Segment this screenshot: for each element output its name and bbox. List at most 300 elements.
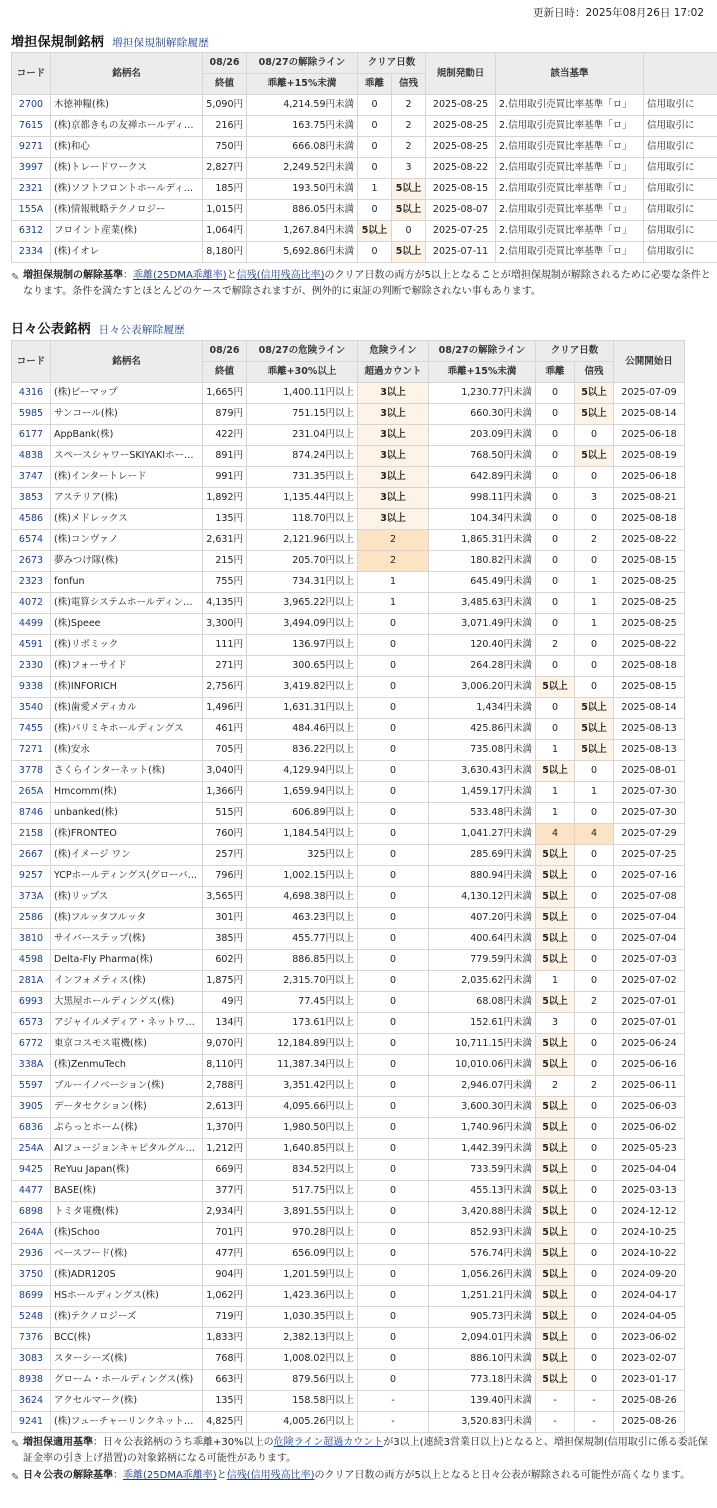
over-count: 0: [358, 929, 429, 950]
stock-code-link[interactable]: 2321: [18, 183, 44, 194]
over-count: 1: [358, 593, 429, 614]
margin-days: 0: [575, 845, 614, 866]
deviation-days: 2: [536, 635, 575, 656]
stock-code-cell: [12, 929, 51, 950]
margin-days: 0: [575, 887, 614, 908]
stock-name: さくらインターネット(株): [51, 761, 203, 782]
stock-code-link[interactable]: 5597: [18, 1080, 44, 1091]
stock-code-link[interactable]: 2700: [18, 99, 44, 110]
close-price: 422円: [203, 425, 247, 446]
close-price: 9,070円: [203, 1034, 247, 1055]
close-price: 257円: [203, 845, 247, 866]
margin-days: 0: [575, 635, 614, 656]
release-line: 660.30円未満: [429, 404, 536, 425]
col-release-sub: 乖離+15%未満: [429, 362, 536, 383]
release-line: 120.40円未満: [429, 635, 536, 656]
stock-code-link[interactable]: 3540: [18, 702, 44, 713]
deviation-days: 5以上: [536, 1181, 575, 1202]
table-row: [12, 1223, 685, 1244]
start-date: 2025-05-23: [614, 1139, 685, 1160]
release-line: 193.50円未満: [247, 179, 358, 200]
close-price: 3,040円: [203, 761, 247, 782]
stock-name: YCPホールディングス(グローバ…: [51, 866, 203, 887]
section2-history-link[interactable]: 日々公表解除履歴: [98, 324, 186, 336]
deviation-days: 3: [536, 1013, 575, 1034]
col-deviation: 乖離: [536, 362, 575, 383]
release-line: 10,010.06円未満: [429, 1055, 536, 1076]
danger-line: 1,640.85円以上: [247, 1139, 358, 1160]
margin-days: 0: [575, 1307, 614, 1328]
stock-code-link[interactable]: 7455: [18, 723, 44, 734]
close-price: 111円: [203, 635, 247, 656]
release-line: 425.86円未満: [429, 719, 536, 740]
stock-code-cell: [12, 572, 51, 593]
close-price: 768円: [203, 1349, 247, 1370]
table-row: [12, 719, 685, 740]
close-price: 1,015円: [203, 200, 247, 221]
table-row: [12, 221, 717, 242]
col-close: 終値: [203, 74, 247, 95]
criteria: 2.信用取引売買比率基準「ロ」: [496, 221, 644, 242]
danger-line: 4,005.26円以上: [247, 1412, 358, 1433]
table-row: [12, 95, 717, 116]
deviation-days: 5以上: [536, 1328, 575, 1349]
stock-code-cell: [12, 95, 51, 116]
stock-code-cell: [12, 1370, 51, 1391]
start-date: 2025-06-16: [614, 1055, 685, 1076]
criteria-extra: 信用取引に: [644, 137, 717, 158]
over-count: 0: [358, 677, 429, 698]
deviation-days: 5以上: [536, 761, 575, 782]
margin-days: 5以上: [392, 242, 426, 263]
margin-days: 1: [575, 593, 614, 614]
start-date: 2025-07-16: [614, 866, 685, 887]
margin-days: 0: [575, 950, 614, 971]
stock-code-link[interactable]: 7376: [18, 1332, 44, 1343]
stock-name: (株)ZenmuTech: [51, 1055, 203, 1076]
danger-line: 1,659.94円以上: [247, 782, 358, 803]
stock-code-cell: [12, 1076, 51, 1097]
deviation-days: 0: [536, 551, 575, 572]
stock-code-link[interactable]: 338A: [18, 1059, 44, 1070]
stock-code-link[interactable]: 9338: [18, 681, 44, 692]
danger-line: 606.89円以上: [247, 803, 358, 824]
deviation-days: 5以上: [536, 1202, 575, 1223]
release-line: 1,230.77円未満: [429, 383, 536, 404]
release-line: 3,071.49円未満: [429, 614, 536, 635]
stock-code-link[interactable]: 2323: [18, 576, 44, 587]
danger-count-link[interactable]: 危険ライン超過カウント: [273, 1437, 384, 1448]
stock-code-link[interactable]: 3905: [18, 1101, 44, 1112]
stock-code-link[interactable]: 4586: [18, 513, 44, 524]
deviation-days: 0: [536, 404, 575, 425]
over-count: 0: [358, 1349, 429, 1370]
danger-line: 1,184.54円以上: [247, 824, 358, 845]
margin-days: 5以上: [575, 698, 614, 719]
deviation-days: 5以上: [536, 677, 575, 698]
danger-line: 2,121.96円以上: [247, 530, 358, 551]
danger-line: 1,030.35円以上: [247, 1307, 358, 1328]
note-text: ：日々公表銘柄のうち乖離+30%以上の: [93, 1437, 274, 1448]
stock-code-link[interactable]: 3853: [18, 492, 44, 503]
start-date: 2025-07-08: [614, 887, 685, 908]
stock-code-cell: [12, 242, 51, 263]
margin-days: 0: [575, 803, 614, 824]
close-price: 663円: [203, 1370, 247, 1391]
margin-days: 5以上: [392, 200, 426, 221]
close-price: 602円: [203, 950, 247, 971]
stock-code-link[interactable]: 6312: [18, 225, 44, 236]
table-row: [12, 200, 717, 221]
stock-name: グローム・ホールディングス(株): [51, 1370, 203, 1391]
close-price: 669円: [203, 1160, 247, 1181]
deviation-days: 5以上: [536, 950, 575, 971]
section2-header: [11, 318, 185, 337]
margin-days: 2: [392, 95, 426, 116]
start-date: 2025-08-14: [614, 404, 685, 425]
col-close-date: 08/26: [203, 53, 247, 74]
stock-code-cell: [12, 1391, 51, 1412]
stock-code-link[interactable]: 8938: [18, 1374, 44, 1385]
criteria-extra: 信用取引に: [644, 179, 717, 200]
deviation-days: 0: [358, 158, 392, 179]
danger-line: 3,965.22円以上: [247, 593, 358, 614]
stock-code-cell: [12, 719, 51, 740]
stock-code-cell: [12, 1307, 51, 1328]
danger-line: 77.45円以上: [247, 992, 358, 1013]
stock-code-link[interactable]: 8746: [18, 807, 44, 818]
release-line: 905.73円未満: [429, 1307, 536, 1328]
stock-code-link[interactable]: 4591: [18, 639, 44, 650]
deviation-days: 5以上: [536, 1349, 575, 1370]
stock-code-link[interactable]: 155A: [18, 204, 44, 215]
deviation-days: 5以上: [536, 992, 575, 1013]
start-date: 2025-08-25: [614, 593, 685, 614]
release-line: 645.49円未満: [429, 572, 536, 593]
stock-code-cell: [12, 698, 51, 719]
release-line: 773.18円未満: [429, 1370, 536, 1391]
stock-code-cell: [12, 992, 51, 1013]
stock-code-link[interactable]: 5985: [18, 408, 44, 419]
stock-code-link[interactable]: 4316: [18, 387, 44, 398]
stock-name: (株)和心: [51, 137, 203, 158]
stock-code-link[interactable]: 9425: [18, 1164, 44, 1175]
deviation-days: 4: [536, 824, 575, 845]
danger-line: 734.31円以上: [247, 572, 358, 593]
deviation-days: 0: [358, 200, 392, 221]
margin-days: 0: [575, 551, 614, 572]
stock-code-cell: [12, 614, 51, 635]
stock-code-cell: [12, 1244, 51, 1265]
stock-code-link[interactable]: 3624: [18, 1395, 44, 1406]
deviation-link[interactable]: 乖離(25DMA乖離率): [123, 1470, 217, 1481]
over-count: 3以上: [358, 467, 429, 488]
release-line: 2,249.52円未満: [247, 158, 358, 179]
close-price: 1,665円: [203, 383, 247, 404]
stock-code-link[interactable]: 4838: [18, 450, 44, 461]
danger-line: 886.85円以上: [247, 950, 358, 971]
col-danger-line: 08/27の危険ライン: [247, 341, 358, 362]
start-date: 2025-08-25: [426, 137, 496, 158]
stock-name: (株)イメージ ワン: [51, 845, 203, 866]
deviation-days: 0: [536, 530, 575, 551]
danger-line: 1,423.36円以上: [247, 1286, 358, 1307]
over-count: 0: [358, 1181, 429, 1202]
stock-code-link[interactable]: 3083: [18, 1353, 44, 1364]
stock-code-cell: [12, 1181, 51, 1202]
col-over-sub: 超過カウント: [358, 362, 429, 383]
stock-code-link[interactable]: 6898: [18, 1206, 44, 1217]
deviation-link[interactable]: 乖離(25DMA乖離率): [133, 270, 227, 281]
deviation-days: 5以上: [536, 1139, 575, 1160]
note-label: 増担保適用基準: [23, 1437, 93, 1448]
stock-code-link[interactable]: 3750: [18, 1269, 44, 1280]
margin-days: 0: [392, 221, 426, 242]
margin-days: 0: [575, 1328, 614, 1349]
note-text: ：: [123, 270, 133, 281]
stock-name: (株)INFORICH: [51, 677, 203, 698]
margin-days: 0: [575, 1349, 614, 1370]
stock-code-link[interactable]: 2667: [18, 849, 44, 860]
section1-history-link[interactable]: 増担保規制解除履歴: [111, 37, 210, 49]
col-margin: 信残: [392, 74, 426, 95]
criteria: 2.信用取引売買比率基準「ロ」: [496, 95, 644, 116]
start-date: 2025-07-11: [426, 242, 496, 263]
danger-line: 173.61円以上: [247, 1013, 358, 1034]
over-count: 2: [358, 530, 429, 551]
deviation-days: 0: [536, 383, 575, 404]
danger-line: 205.70円以上: [247, 551, 358, 572]
stock-code-cell: [12, 404, 51, 425]
criteria: 2.信用取引売買比率基準「ロ」: [496, 179, 644, 200]
stock-code-link[interactable]: 9241: [18, 1416, 44, 1427]
over-count: 0: [358, 761, 429, 782]
release-line: 1,041.27円未満: [429, 824, 536, 845]
table-row: [12, 242, 717, 263]
danger-line: 1,002.15円以上: [247, 866, 358, 887]
stock-code-cell: [12, 740, 51, 761]
danger-line: 4,129.94円以上: [247, 761, 358, 782]
close-price: 515円: [203, 803, 247, 824]
start-date: 2025-07-01: [614, 992, 685, 1013]
deviation-days: 0: [536, 698, 575, 719]
deviation-days: 1: [536, 740, 575, 761]
close-price: 301円: [203, 908, 247, 929]
table-row: [12, 1391, 685, 1412]
stock-code-link[interactable]: 4499: [18, 618, 44, 629]
section1-note: [11, 268, 711, 300]
danger-line: 1,008.02円以上: [247, 1349, 358, 1370]
start-date: 2025-08-25: [614, 614, 685, 635]
margin-link[interactable]: 信残(信用残高比率): [236, 270, 325, 281]
danger-line: 3,891.55円以上: [247, 1202, 358, 1223]
over-count: 0: [358, 845, 429, 866]
stock-code-cell: [12, 1202, 51, 1223]
stock-code-cell: [12, 179, 51, 200]
stock-code-cell: [12, 158, 51, 179]
col-deviation: 乖離: [358, 74, 392, 95]
stock-name: AppBank(株): [51, 425, 203, 446]
stock-code-link[interactable]: 373A: [18, 891, 44, 902]
deviation-days: 5以上: [536, 1097, 575, 1118]
stock-code-link[interactable]: 2158: [18, 828, 44, 839]
stock-name: (株)リボミック: [51, 635, 203, 656]
table-row: [12, 1244, 685, 1265]
stock-code-link[interactable]: 9257: [18, 870, 44, 881]
close-price: 1,212円: [203, 1139, 247, 1160]
margin-days: 5以上: [575, 740, 614, 761]
margin-days: 5以上: [575, 404, 614, 425]
stock-code-link[interactable]: 2673: [18, 555, 44, 566]
table-row: [12, 404, 685, 425]
start-date: 2025-08-22: [426, 158, 496, 179]
stock-code-link[interactable]: 6573: [18, 1017, 44, 1028]
over-count: 0: [358, 1265, 429, 1286]
stock-code-link[interactable]: 6574: [18, 534, 44, 545]
stock-name: (株)FRONTEO: [51, 824, 203, 845]
stock-code-link[interactable]: 9271: [18, 141, 44, 152]
stock-name: AIフュージョンキャピタルグル…: [51, 1139, 203, 1160]
over-count: 0: [358, 719, 429, 740]
stock-code-link[interactable]: 5248: [18, 1311, 44, 1322]
over-count: -: [358, 1412, 429, 1433]
danger-line: 3,494.09円以上: [247, 614, 358, 635]
deviation-days: 0: [536, 488, 575, 509]
deviation-days: 0: [358, 242, 392, 263]
margin-days: 5以上: [392, 179, 426, 200]
start-date: 2025-06-11: [614, 1076, 685, 1097]
stock-code-link[interactable]: 7615: [18, 120, 44, 131]
danger-line: 970.28円以上: [247, 1223, 358, 1244]
release-line: 163.75円未満: [247, 116, 358, 137]
release-line: 533.48円未満: [429, 803, 536, 824]
close-price: 377円: [203, 1181, 247, 1202]
col-clear-days: クリア日数: [358, 53, 426, 74]
danger-line: 1,631.31円以上: [247, 698, 358, 719]
release-line: 735.08円未満: [429, 740, 536, 761]
stock-code-link[interactable]: 265A: [18, 786, 44, 797]
stock-name: BCC(株): [51, 1328, 203, 1349]
over-count: 0: [358, 1034, 429, 1055]
stock-code-link[interactable]: 6836: [18, 1122, 44, 1133]
stock-code-link[interactable]: 4477: [18, 1185, 44, 1196]
table-row: [12, 116, 717, 137]
daily-disclosure-table: [11, 340, 685, 1433]
start-date: 2024-12-12: [614, 1202, 685, 1223]
stock-code-link[interactable]: 2936: [18, 1248, 44, 1259]
margin-days: 0: [575, 1118, 614, 1139]
margin-link[interactable]: 信残(信用残高比率): [226, 1470, 315, 1481]
margin-days: 3: [392, 158, 426, 179]
start-date: 2025-08-18: [614, 509, 685, 530]
over-count: 0: [358, 803, 429, 824]
start-date: 2025-06-24: [614, 1034, 685, 1055]
over-count: 3以上: [358, 488, 429, 509]
over-count: 3以上: [358, 446, 429, 467]
section2-title: 日々公表銘柄: [11, 322, 91, 337]
stock-code-cell: [12, 1349, 51, 1370]
stock-code-link[interactable]: 6772: [18, 1038, 44, 1049]
table-row: [12, 1160, 685, 1181]
stock-code-link[interactable]: 4598: [18, 954, 44, 965]
danger-line: 1,135.44円以上: [247, 488, 358, 509]
stock-code-link[interactable]: 281A: [18, 975, 44, 986]
start-date: 2025-08-13: [614, 719, 685, 740]
margin-days: -: [575, 1412, 614, 1433]
stock-name: (株)パリミキホールディングス: [51, 719, 203, 740]
stock-code-link[interactable]: 254A: [18, 1143, 44, 1154]
release-line: 4,214.59円未満: [247, 95, 358, 116]
stock-code-link[interactable]: 3997: [18, 162, 44, 173]
danger-line: 3,419.82円以上: [247, 677, 358, 698]
stock-name: (株)ADR120S: [51, 1265, 203, 1286]
release-line: 104.34円未満: [429, 509, 536, 530]
stock-code-cell: [12, 1139, 51, 1160]
danger-line: 12,184.89円以上: [247, 1034, 358, 1055]
deviation-days: 1: [358, 179, 392, 200]
stock-code-link[interactable]: 3747: [18, 471, 44, 482]
criteria: 2.信用取引売買比率基準「ロ」: [496, 242, 644, 263]
stock-code-link[interactable]: 7271: [18, 744, 44, 755]
over-count: 3以上: [358, 425, 429, 446]
stock-code-link[interactable]: 6993: [18, 996, 44, 1007]
over-count: 0: [358, 1076, 429, 1097]
close-price: 750円: [203, 137, 247, 158]
col-code: コード: [12, 53, 51, 95]
stock-code-link[interactable]: 2334: [18, 246, 44, 257]
table-row: [12, 137, 717, 158]
deviation-days: 5以上: [536, 929, 575, 950]
table-row: [12, 1076, 685, 1097]
stock-code-link[interactable]: 2586: [18, 912, 44, 923]
stock-code-link[interactable]: 6177: [18, 429, 44, 440]
stock-code-link[interactable]: 264A: [18, 1227, 44, 1238]
margin-days: 0: [575, 971, 614, 992]
margin-days: 1: [575, 572, 614, 593]
close-price: 701円: [203, 1223, 247, 1244]
criteria: 2.信用取引売買比率基準「ロ」: [496, 116, 644, 137]
stock-name: (株)ビーマップ: [51, 383, 203, 404]
criteria: 2.信用取引売買比率基準「ロ」: [496, 200, 644, 221]
close-price: 134円: [203, 1013, 247, 1034]
table-row: [12, 446, 685, 467]
stock-code-cell: [12, 1286, 51, 1307]
stock-name: ぷらっとホーム(株): [51, 1118, 203, 1139]
close-price: 2,827円: [203, 158, 247, 179]
margin-days: 0: [575, 1139, 614, 1160]
stock-code-link[interactable]: 3778: [18, 765, 44, 776]
stock-code-cell: [12, 1055, 51, 1076]
note-text: のクリア日数の両方が5以上となると日々公表が解除される可能性が高くなります。: [314, 1470, 691, 1481]
stock-code-link[interactable]: 2330: [18, 660, 44, 671]
close-price: 49円: [203, 992, 247, 1013]
stock-code-link[interactable]: 4072: [18, 597, 44, 608]
start-date: 2025-07-30: [614, 782, 685, 803]
stock-code-cell: [12, 908, 51, 929]
release-line: 2,094.01円未満: [429, 1328, 536, 1349]
stock-code-link[interactable]: 8699: [18, 1290, 44, 1301]
release-line: 1,459.17円未満: [429, 782, 536, 803]
start-date: 2025-07-02: [614, 971, 685, 992]
release-line: 5,692.86円未満: [247, 242, 358, 263]
stock-code-cell: [12, 677, 51, 698]
stock-code-link[interactable]: 3810: [18, 933, 44, 944]
deviation-days: 0: [536, 509, 575, 530]
close-price: 719円: [203, 1307, 247, 1328]
release-line: 1,442.39円未満: [429, 1139, 536, 1160]
criteria-extra: 信用取引に: [644, 95, 717, 116]
table-row: [12, 866, 685, 887]
